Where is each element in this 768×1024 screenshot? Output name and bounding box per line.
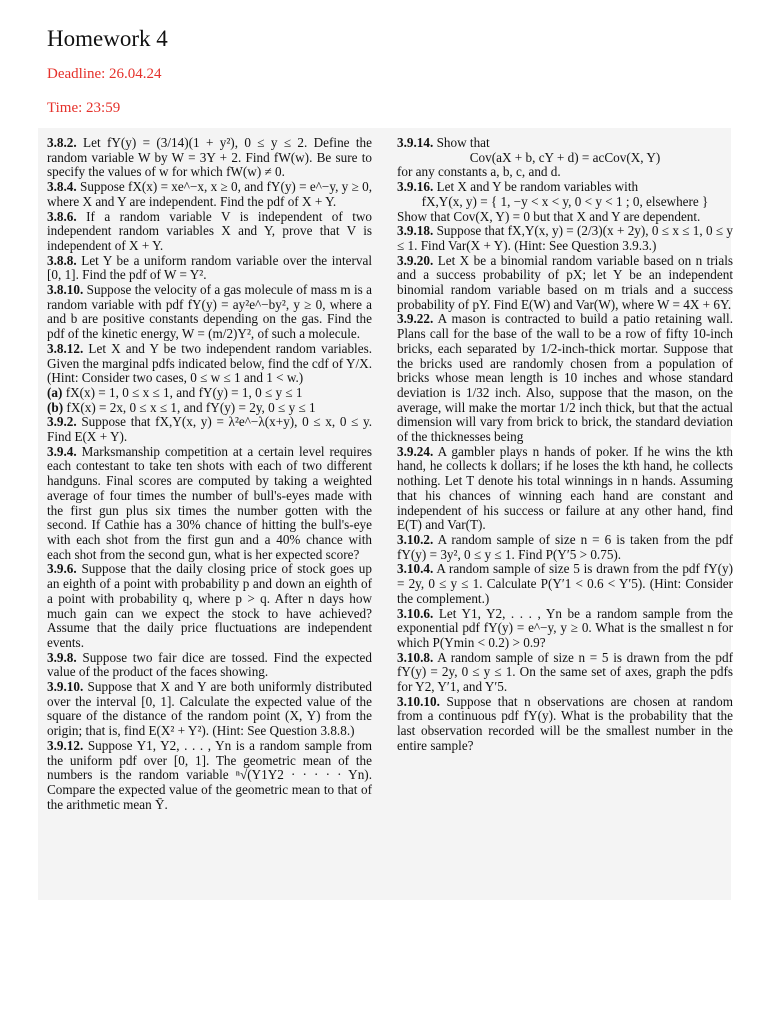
problem-number: 3.8.2. <box>47 135 77 150</box>
deadline-text: Deadline: 26.04.24 <box>47 66 162 82</box>
problem-number: 3.9.18. <box>397 223 434 239</box>
problem-item <box>47 445 372 563</box>
time-text: Time: 23:59 <box>47 100 121 116</box>
problem-item <box>397 607 733 651</box>
problem-text: Cov(aX + b, cY + d) = acCov(X, Y) <box>469 149 661 165</box>
problem-text: A random sample of size n = 5 is drawn from the pdf fY(y) = 2y, 0 ≤ y ≤ 1. On the same set of axes, graph the pdfs for Y2, Y′1, and Y′5. <box>397 649 733 695</box>
problem-item <box>397 210 733 225</box>
problem-text: Suppose that fX,Y(x, y) = λ²e^−λ(x+y), 0 ≤ x, 0 ≤ y. Find E(X + Y). <box>47 414 373 445</box>
problem-item <box>47 180 372 209</box>
problem-number: 3.8.10. <box>47 282 84 298</box>
problem-item <box>397 151 733 166</box>
problem-text: for any constants a, b, c, and d. <box>397 164 561 180</box>
problem-number: 3.8.8. <box>47 252 77 268</box>
problem-item <box>397 224 733 253</box>
problem-number: 3.9.2. <box>47 414 77 430</box>
problem-text: Suppose that X and Y are both uniformly distributed over the interval [0, 1]. Calculate the expected value of the square of the distance of the random point (X, Y) from the origin; that is, find E(X² + Y²). (Hint: See Question 3.8.8.) <box>47 679 372 739</box>
problem-item <box>397 136 733 151</box>
problem-number: 3.9.6. <box>47 561 77 577</box>
problem-number: 3.9.8. <box>47 649 77 665</box>
problem-number: 3.9.20. <box>397 252 434 268</box>
problem-text: If a random variable V is independent of two independent random variables X and Y, prove that V is independent of X + Y. <box>47 208 372 253</box>
problem-text: Suppose fX(x) = xe^−x, x ≥ 0, and fY(y) = e^−y, y ≥ 0, where X and Y are independent. Find the pdf of X + Y. <box>47 179 373 209</box>
problem-item <box>47 401 372 416</box>
problem-item <box>397 533 733 562</box>
problem-item <box>47 739 372 813</box>
problem-item <box>397 195 733 210</box>
problem-text: Let Y1, Y2, . . . , Yn be a random sample from the exponential pdf fY(y) = e^−y, y ≥ 0. What is the smallest n for which P(Ymin < 0.2) > 0.9? <box>397 605 734 650</box>
problem-item <box>397 165 733 180</box>
problem-number: 3.8.12. <box>47 340 84 356</box>
problem-number: 3.9.22. <box>397 311 434 327</box>
problem-number: 3.8.4. <box>47 179 77 195</box>
problem-item <box>47 283 372 342</box>
problem-text: fX(x) = 2x, 0 ≤ x ≤ 1, and fY(y) = 2y, 0 ≤ y ≤ 1 <box>66 399 316 415</box>
problem-text: Suppose that the daily closing price of stock goes up an eighth of a point with probability p and down an eighth of a point with probability q, where p > q. After n days how much gain can we expect the stock to have achieved? Assume that the daily price fluctuations are independent events. <box>47 561 372 650</box>
problem-item <box>397 695 733 754</box>
problem-number: 3.9.10. <box>47 679 84 695</box>
problem-text: A random sample of size n = 6 is taken from the pdf fY(y) = 3y², 0 ≤ y ≤ 1. Find P(Y′5 > 0.75). <box>397 531 733 562</box>
problem-number: 3.10.10. <box>397 693 440 709</box>
problem-item <box>397 651 733 695</box>
problem-number: 3.10.2. <box>397 531 434 547</box>
problem-item <box>47 386 372 401</box>
problem-text: Marksmanship competition at a certain level requires each contestant to take ten shots with each of two different handguns. Final scores are computed by taking a weighted average of four times the number of bull's-eyes made with the first gun plus six times the number gotten with the second. If Cathie has a 30% chance of hitting the bull's-eye with each shot from the first gun and a 40% chance with each shot from the second gun, what is her expected score? <box>47 443 373 562</box>
problem-number: 3.9.4. <box>47 443 77 459</box>
problem-number: (a) <box>47 384 63 400</box>
problem-item <box>47 415 372 444</box>
problem-number: 3.10.6. <box>397 605 434 621</box>
left-column <box>47 136 372 812</box>
problem-text: Suppose the velocity of a gas molecule of mass m is a random variable with pdf fY(y) = ay²e^−by², y ≥ 0, where a and b are positive constants depending on the gas. Find the pdf of the kinetic energy, W = (m/2)Y², of such a molecule. <box>47 282 372 342</box>
problem-item <box>397 562 733 606</box>
page-title: Homework 4 <box>47 26 168 51</box>
problem-text: Let X and Y be two independent random variables. Given the marginal pdfs indicated below, find the cdf of Y/X. (Hint: Consider two cases, 0 ≤ w ≤ 1 and 1 < w.) <box>47 340 373 386</box>
problem-number: 3.9.12. <box>47 737 84 753</box>
problem-item <box>47 210 372 254</box>
problem-text: A mason is contracted to build a patio retaining wall. Plans call for the base of the wall to be a row of fifty 10-inch bricks, each separated by 1/2-inch-thick mortar. Suppose that the bricks used are randomly chosen from a population of bricks whose mean length is 10 inches and whose standard deviation is 1/32 inch. Also, suppose that the mason, on the average, will make the mortar 1/2 inch thick, but that the actual dimension will vary from brick to brick, the standard deviation of the thicknesses being <box>397 311 733 445</box>
problem-text: fX(x) = 1, 0 ≤ x ≤ 1, and fY(y) = 1, 0 ≤ y ≤ 1 <box>65 384 303 400</box>
problem-text: Let X be a binomial random variable based on n trials and a success probability of pX; let Y be an independent binomial random variable based on m trials and a success probability of pY. Find E(W) and Var(W), where W = 4X + 6Y. <box>397 252 733 312</box>
problem-item <box>397 445 733 533</box>
problem-item <box>397 180 733 195</box>
problem-text: Suppose that fX,Y(x, y) = (2/3)(x + 2y), 0 ≤ x ≤ 1, 0 ≤ y ≤ 1. Find Var(X + Y). (Hint: See Question 3.9.3.) <box>397 223 733 253</box>
problem-item <box>397 312 733 444</box>
problem-text: A random sample of size 5 is drawn from the pdf fY(y) = 2y, 0 ≤ y ≤ 1. Calculate P(Y′1 < 0.6 < Y′5). (Hint: Consider the complement.) <box>397 561 733 606</box>
problem-text: Suppose two fair dice are tossed. Find the expected value of the product of the faces showing. <box>47 649 373 680</box>
problem-item <box>47 136 372 180</box>
problem-item <box>47 562 372 650</box>
problem-text: fX,Y(x, y) = { 1, −y < x < y, 0 < y < 1 ; 0, elsewhere } <box>421 193 709 209</box>
problem-text: Let Y be a uniform random variable over the interval [0, 1]. Find the pdf of W = Y². <box>47 252 372 283</box>
problem-number: 3.10.8. <box>397 649 434 665</box>
problem-item <box>397 254 733 313</box>
problem-number: 3.9.24. <box>397 443 434 459</box>
right-column <box>397 136 733 754</box>
problem-number: 3.10.4. <box>397 561 434 577</box>
problem-number: 3.9.14. <box>397 135 434 150</box>
problem-text: Show that <box>436 135 490 150</box>
problem-text: Suppose that n observations are chosen at random from a continuous pdf fY(y). What is the probability that the last observation recorded will be the smallest number in the entire sample? <box>397 693 734 753</box>
problem-text: A gambler plays n hands of poker. If he wins the kth hand, he collects k dollars; if he loses the kth hand, he collects nothing. Let T denote his total winnings in n hands. Assuming that his chances of winning each hand are constant and independent of his success or failure at any other hand, find E(T) and Var(T). <box>397 443 733 533</box>
problem-number: 3.9.16. <box>397 179 434 195</box>
problem-text: Let X and Y be random variables with <box>436 179 639 195</box>
problem-text: Show that Cov(X, Y) = 0 but that X and Y are dependent. <box>397 208 701 224</box>
problem-item <box>47 254 372 283</box>
problem-number: (b) <box>47 399 64 415</box>
problem-number: 3.8.6. <box>47 208 77 224</box>
problem-item <box>47 342 372 386</box>
problem-item <box>47 680 372 739</box>
problem-text: Let fY(y) = (3/14)(1 + y²), 0 ≤ y ≤ 2. Define the random variable W by W = 3Y + 2. Find fW(w). Be sure to specify the values of w for which fW(w) ≠ 0. <box>47 135 373 180</box>
problem-item <box>47 651 372 680</box>
problem-text: Suppose Y1, Y2, . . . , Yn is a random sample from the uniform pdf over [0, 1]. The geometric mean of the numbers is the random variable ⁿ√(Y1Y2 · · · · · Yn). Compare the expected value of the geometric mean to that of the arithmetic mean Ȳ. <box>47 737 373 812</box>
